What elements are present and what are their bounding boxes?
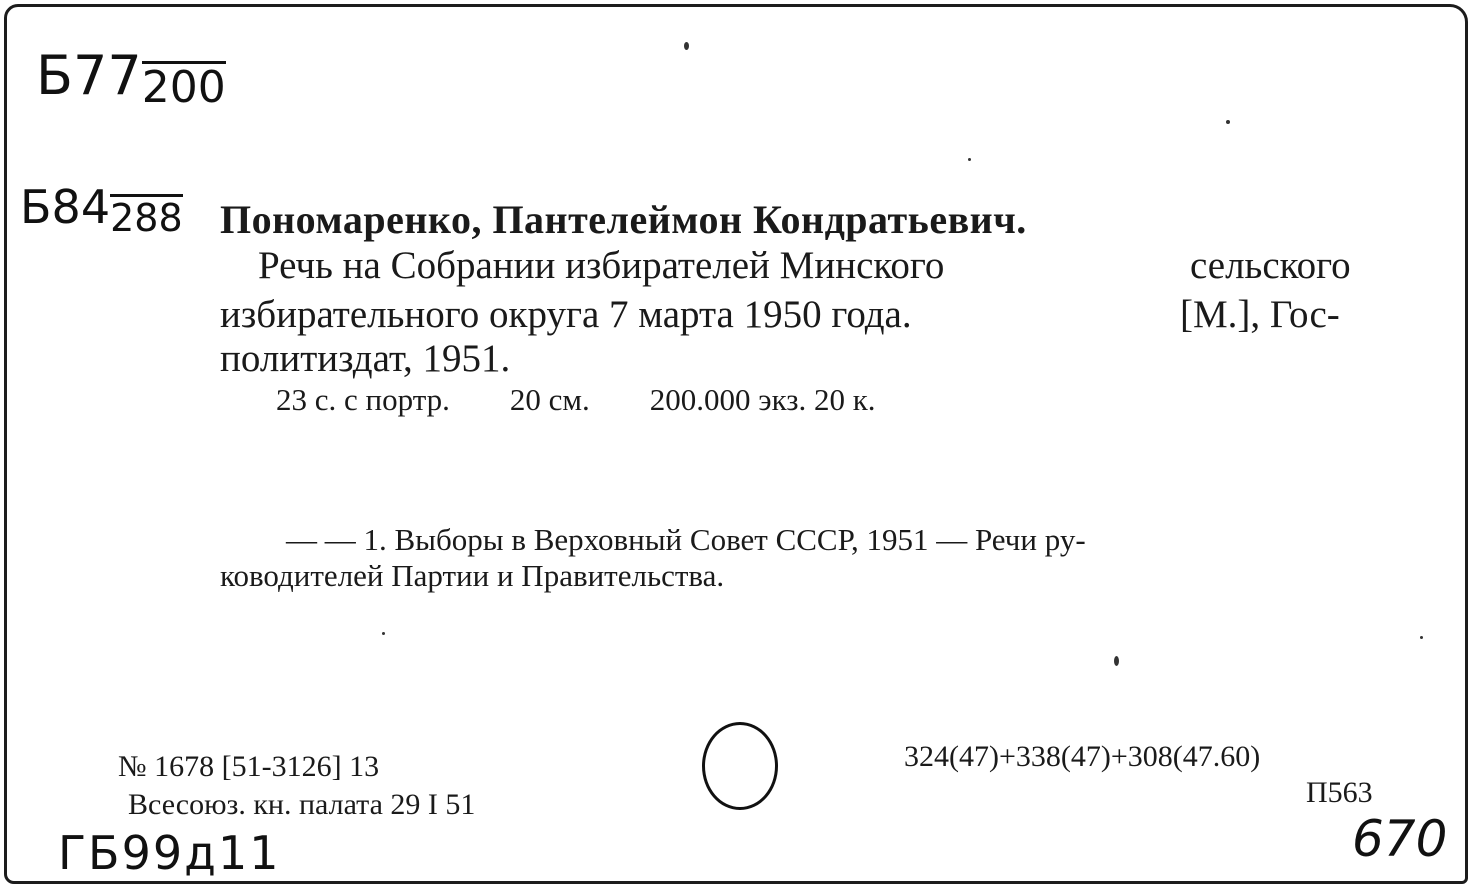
circle-stamp: [702, 722, 778, 810]
class-code: П563: [1306, 776, 1373, 809]
shelfmark-side: [20, 180, 183, 240]
print-runs: 324(47)+338(47)+308(47.60): [904, 740, 1261, 773]
title-line-1-end: сельского: [1190, 244, 1351, 287]
title-line-1: Речь на Собрании избирателей Минского: [258, 244, 945, 287]
shelfmark-side-main: Б84: [20, 180, 111, 234]
shelfmark-top-fraction: [141, 49, 226, 113]
title-line-2-end: [М.], Гос-: [1180, 293, 1340, 336]
collation-size: 20 см.: [509, 382, 590, 417]
collation-line: [276, 382, 876, 418]
speck: [1420, 636, 1423, 639]
speck: [382, 632, 385, 635]
speck: [684, 42, 689, 50]
speck: [1226, 120, 1230, 124]
shelfmark-side-fraction: [110, 184, 183, 240]
record-number: № 1678 [51-3126] 13: [118, 750, 380, 783]
bottom-right-mark: 670: [1352, 810, 1448, 868]
shelfmark-top-num: 200: [141, 61, 226, 113]
title-line-3: политиздат, 1951.: [220, 337, 511, 380]
shelfmark-side-num: 288: [110, 196, 183, 240]
book-chamber-line: Всесоюз. кн. палата 29 I 51: [128, 788, 476, 821]
collation-copies-price: 200.000 экз. 20 к.: [649, 382, 876, 417]
collation-pages: 23 с. с портр.: [276, 382, 450, 417]
subject-line-2: ководителей Партии и Правительства.: [220, 558, 725, 593]
subject-line-1: — — 1. Выборы в Верховный Совет СССР, 1951 — Речи ру-: [286, 522, 1086, 557]
shelfmark-top-main: Б77: [36, 44, 142, 107]
bottom-left-mark: ГБ99д11: [58, 826, 281, 880]
author-heading: Пономаренко, Пантелеймон Кондратьевич.: [220, 197, 1027, 242]
shelfmark-top: [36, 44, 226, 113]
title-line-2: избирательного округа 7 марта 1950 года.: [220, 293, 912, 336]
speck: [968, 158, 971, 161]
speck: [1114, 656, 1119, 666]
